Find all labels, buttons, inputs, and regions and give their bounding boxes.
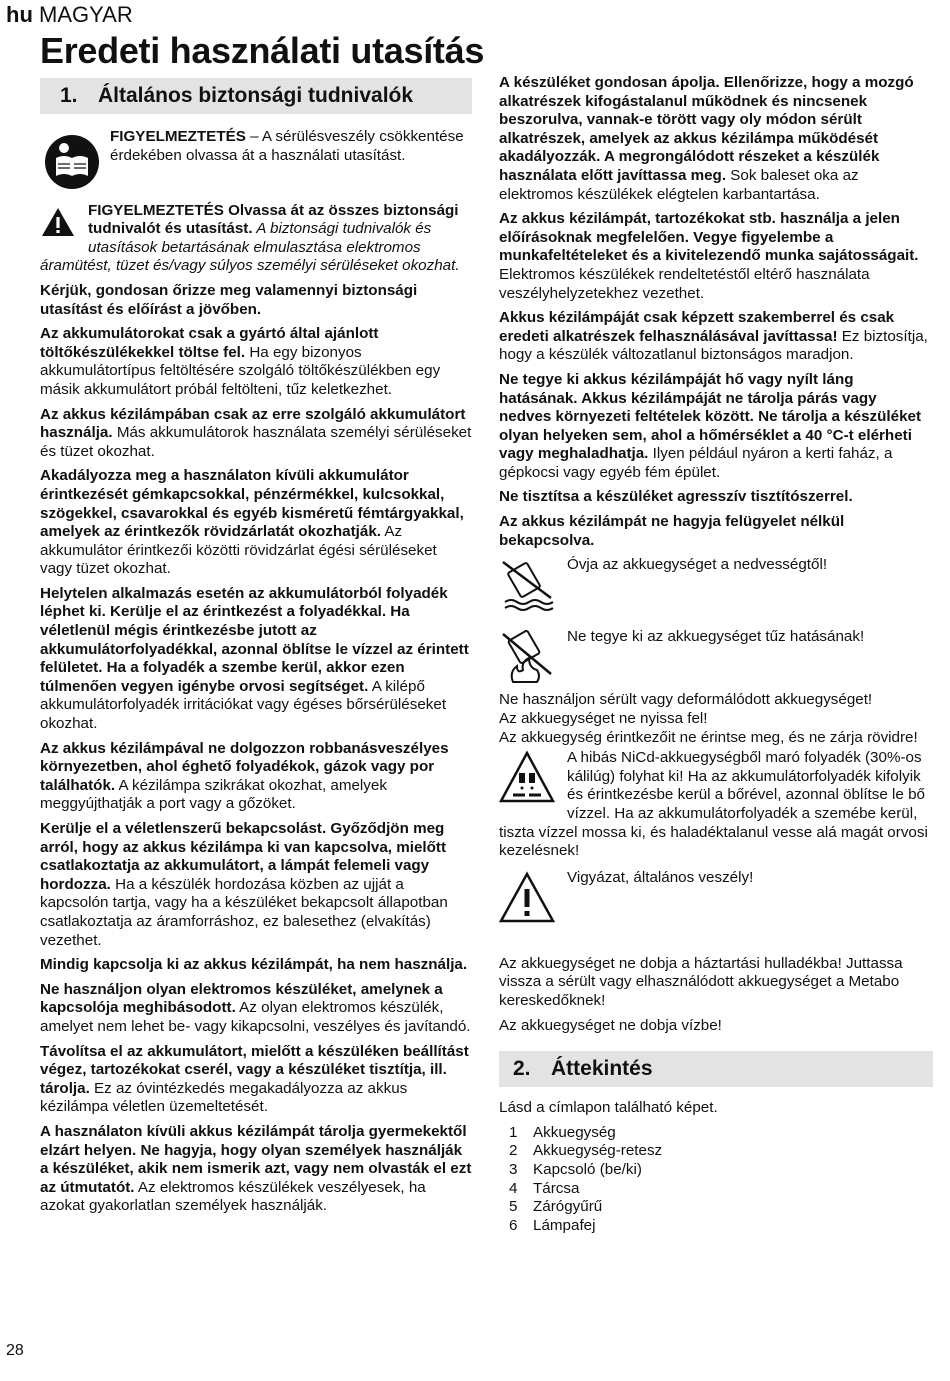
warning-1-text: FIGYELMEZTETÉS – A sérülésveszély csökkentése érdekében olvassa át a használati utasítást. — [110, 128, 464, 164]
general-danger-warning: Vigyázat, általános veszély! — [499, 869, 933, 935]
no-open-warning: Az akkuegységet ne nyissa fel! — [499, 710, 708, 728]
safety-instruction: Helytelen alkalmazás esetén az akkumulátorból folyadék léphet ki. Kerülje el az érintkezést a folyadékkal. Ha véletlenül mégis érintkezésbe jutott az akkumulátorfolyadékkal, azonnal öblítse le vízzel az érintett felületet. Ha a folyadék a szembe kerül, akkor ezen túlmenően vegyen igénybe orvosi segítséget. A kilépő akkumulátorfolyadék irritációkat vagy égéses bőrsérüléseket okozhat. — [40, 584, 469, 733]
safety-instruction: Az akkumulátorokat csak a gyártó által ajánlott töltőkészülékekkel töltse fel. Ha egy bizonyos akkumulátortípus feltöltésére szolgáló töltőkészülékben egy másik akkumulátort próbál feltölteni, tűz keletkezhet. — [40, 325, 441, 398]
right-column — [499, 74, 933, 1235]
general-danger-icon — [499, 871, 555, 933]
safety-instruction: Mindig kapcsolja ki az akkus kézilámpát, ha nem használja. — [40, 956, 468, 974]
care-instruction: A készüléket gondosan ápolja. Ellenőrizze, hogy a mozgó alkatrészek kifogástalanul működnek és nincsenek beszorulva, vannak-e törött vagy oly módon sérült alkatrészek, amelyek az akkus kézilámpa működését akadályozzák. A megrongálódott részeket a készülék használata előtt javíttassa meg. Sok baleset oka az elektromos készülékek elégtelen karbantartása. — [499, 74, 914, 203]
no-fire-icon — [499, 630, 555, 692]
safety-instruction: Kérjük, gondosan őrizze meg valamennyi biztonsági utasítást és előírást a jövőben. — [40, 281, 418, 318]
care-instruction: Az akkus kézilámpát ne hagyja felügyelet nélkül bekapcsolva. — [499, 513, 845, 549]
safety-instruction: Kerülje el a véletlenszerű bekapcsolást. Győződjön meg arról, hogy az akkus kézilámpa ki van kapcsolva, mielőtt csatlakoztatja az akkumulátort, a lámpát felemeli vagy hordozza. Ha a készülék hordozása közben az ujját a kapcsolón tartja, vagy ha a készüléket bekapcsolt állapotban csatlakoztatja az áramforráshoz, ez balesethez (elvakítás) vezethet. — [40, 820, 448, 949]
safety-instruction: Távolítsa el az akkumulátort, mielőtt a készüléken beállítást végez, tartozékokat cserél, vagy a készüléket tisztítja, ill. tárolja. Ez az óvintézkedés megakadályozza az akkus kézilámpa véletlen üzemeltetését. — [40, 1042, 469, 1116]
language-code: hu — [6, 2, 33, 27]
section-2-heading — [499, 1051, 933, 1087]
section-1-title: Általános biztonsági tudnivalók — [98, 84, 414, 107]
safety-instruction: A használaton kívüli akkus kézilámpát tárolja gyermekektől elzárt helyen. Ne hagyja, hogy olyan személyek használják a készüléket, akik nem ismerik azt, vagy nem olvasták el ezt az útmutatót. Az elektromos készülékek veszélyesek, ha azokat gyakorlatlan személyek használják. — [40, 1122, 472, 1215]
overview-item: 3 Kapcsoló (be/ki) — [509, 1160, 642, 1178]
fire-warning: Ne tegye ki az akkuegységet tűz hatásának! — [499, 628, 933, 678]
no-short-circuit-warning: Az akkuegység érintkezőit ne érintse meg, és ne zárja rövidre! — [499, 728, 918, 746]
overview-item: 2 Akkuegység-retesz — [509, 1142, 663, 1160]
overview-item: 4 Tárcsa — [509, 1179, 580, 1197]
section-2-title: Áttekintés — [551, 1057, 653, 1081]
safety-paragraphs — [40, 282, 472, 1216]
corrosive-icon — [499, 751, 555, 813]
page-title: Eredeti használati utasítás — [40, 30, 485, 71]
read-manual-icon — [44, 128, 100, 196]
safety-instruction: Ne használjon olyan elektromos készüléket, amelynek a kapcsolója meghibásodott. Az olyan elektromos készülék, amelyet nem lehet be- vagy kikapcsolni, veszélyes és javítandó. — [40, 980, 471, 1035]
care-instruction: Akkus kézilámpáját csak képzett szakemberrel és csak eredeti alkatrészek felhasználásával javíttassa! Ez biztosítja, hogy a készülék változatlanul biztonságos maradjon. — [499, 309, 928, 364]
page-number: 28 — [6, 1342, 24, 1359]
no-moisture-icon — [499, 558, 555, 620]
section-2-number: 2. — [513, 1057, 531, 1081]
overview-intro: Lásd a címlapon található képet. — [499, 1099, 718, 1117]
care-instruction: Ne tegye ki akkus kézilámpáját hő vagy nyílt láng hatásának. Akkus kézilámpáját ne tárolja párás vagy nedves környezeti feltételek között. Ne tárolja a készüléket olyan helyeken sem, ahol a hőmérséklet a 40 °C-t elérheti vagy meghaladhatja. Ilyen például nyáron a kerti faház, a gépkocsi vagy egyéb fém épület. — [499, 370, 922, 481]
overview-item: 5 Zárógyűrű — [509, 1198, 603, 1216]
safety-instruction: Az akkus kézilámpában csak az erre szolgáló akkumulátort használja. Más akkumulátorok használata személyi sérüléseket és tüzet okozhat. — [40, 405, 472, 460]
care-paragraphs — [499, 74, 933, 550]
nicd-warning: A hibás NiCd-akkuegységből maró folyadék (30%-os kálilúg) folyhat ki! Ha az akkumulátorfolyadék kifolyik és érintkezésbe kerül a bőrével, azonnal öblítse le bő vízzel. Ha az akkumulátorfolyadék a szemébe kerül, tiszta vízzel mossa ki, és haladéktalanul vesse alá magát orvosi kezelésnek! — [499, 749, 928, 860]
safety-instruction: Akadályozza meg a használaton kívüli akkumulátor érintkezését gémkapcsokkal, pénzérmékkel, kulcsokkal, szögekkel, csavarokkal és egyéb kisméretű fémtárgyakkal, amelyek az érintkezők rövidzárlatát okozhatják. Az akkumulátor érintkezői közötti rövidzárlat égési sérüléseket vagy tüzet okozhat. — [40, 467, 464, 578]
overview-list — [499, 1124, 933, 1236]
warning-triangle-icon — [40, 206, 76, 244]
language-name: MAGYAR — [39, 2, 133, 27]
overview-item: 1 Akkuegység — [509, 1123, 616, 1141]
read-manual-warning — [40, 128, 472, 196]
moisture-warning: Óvja az akkuegységet a nedvességtől! — [499, 556, 933, 602]
no-water-warning: Az akkuegységet ne dobja vízbe! — [499, 1016, 722, 1034]
warning-2-text: FIGYELMEZTETÉS Olvassa át az összes biztonsági tudnivalót és utasítást. A biztonsági tudnivalók és utasítások betartásának elmulasztása elektromos áramütést, tüzet és/vagy súlyos személyi sérüléseket okozhat. — [40, 201, 460, 275]
section-1-number: 1. — [60, 84, 78, 107]
damaged-pack-warning: Ne használjon sérült vagy deformálódott akkuegységet! — [499, 691, 873, 709]
language-label — [6, 2, 133, 28]
overview-item: 6 Lámpafej — [509, 1216, 596, 1234]
care-instruction: Az akkus kézilámpát, tartozékokat stb. használja a jelen előírásoknak megfelelően. Vegye figyelembe a munkafeltételeket és a kivitelezendő munka sajátosságait. Elektromos készülékek rendeltetéstől eltérő használata veszélyhelyzetekhez vezethet. — [499, 210, 919, 302]
disposal-warning: Az akkuegységet ne dobja a háztartási hulladékba! Juttassa vissza a sérült vagy elhasználódott akkuegységet a Metabo kereskedőknek! — [499, 954, 903, 1009]
left-column — [40, 78, 472, 1222]
section-1-heading — [40, 78, 472, 114]
care-instruction: Ne tisztítsa a készüléket agresszív tisztítószerrel. — [499, 488, 853, 506]
safety-instruction: Az akkus kézilámpával ne dolgozzon robbanásveszélyes környezetben, ahol éghető folyadékok, gázok vagy por találhatók. A kézilámpa szikrákat okozhat, amelyek meggyújthatják a port vagy a gőzöket. — [40, 739, 449, 813]
